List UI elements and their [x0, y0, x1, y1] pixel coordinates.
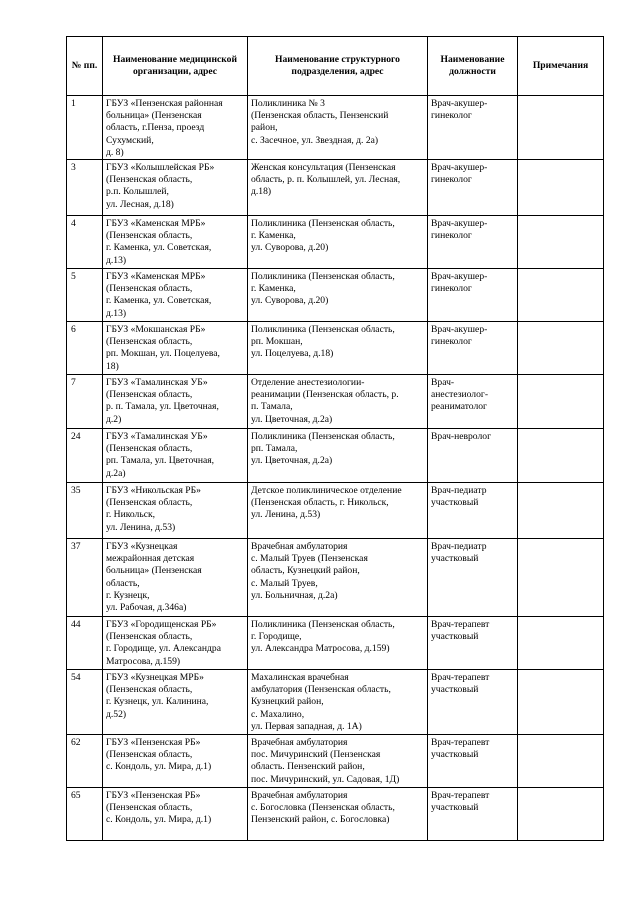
- unit-cell: [248, 269, 428, 322]
- unit-cell: [248, 96, 428, 160]
- unit-cell-line: Отделение анестезиологии-: [251, 377, 365, 389]
- table-row: [67, 322, 604, 375]
- notes-cell: [518, 429, 604, 483]
- position-cell: [428, 483, 518, 539]
- organization-cell-line: ГБУЗ «Колышлейская РБ»: [106, 162, 215, 174]
- table-row: [67, 483, 604, 539]
- unit-cell-line: Поликлиника № 3: [251, 98, 325, 109]
- organization-cell-line: р.п. Колышлей,: [106, 186, 169, 198]
- notes-cell: [518, 96, 604, 160]
- row-number: 1: [67, 96, 103, 160]
- table-row: [67, 670, 604, 735]
- organization-cell-line: ГБУЗ «Никольская РБ»: [106, 485, 201, 497]
- unit-cell-line: Врачебная амбулатория: [251, 737, 348, 749]
- notes-cell: [518, 216, 604, 269]
- organization-cell: [103, 670, 248, 735]
- organization-cell-line: г. Каменка, ул. Советская,: [106, 295, 212, 307]
- position-cell-line: участковый: [431, 631, 479, 643]
- position-cell: [428, 735, 518, 788]
- unit-cell: [248, 375, 428, 429]
- unit-cell-line: амбулатория (Пензенская область,: [251, 684, 391, 696]
- position-cell-line: Врач-: [431, 377, 455, 389]
- organization-cell-line: д.13): [106, 254, 127, 266]
- organization-cell-line: ГБУЗ «Мокшанская РБ»: [106, 324, 206, 336]
- unit-cell-line: ул. Суворова, д.20): [251, 295, 329, 307]
- notes-cell: [518, 539, 604, 617]
- organization-cell: [103, 539, 248, 617]
- organization-cell-line: область,: [106, 577, 140, 589]
- header-notes: Примечания: [518, 37, 604, 96]
- organization-cell-line: (Пензенская область,: [106, 631, 193, 643]
- row-number: 54: [67, 670, 103, 735]
- unit-cell-line: пос. Мичуринский (Пензенская: [251, 749, 381, 761]
- organization-cell-line: г. Городище, ул. Александра: [106, 643, 221, 655]
- organization-cell-line: д.13): [106, 307, 127, 319]
- organization-cell-line: ГБУЗ «Пензенская РБ»: [106, 790, 201, 802]
- unit-cell-line: Кузнецкий район,: [251, 696, 324, 708]
- unit-cell-line: с. Богословка (Пензенская область,: [251, 802, 395, 814]
- organization-cell: [103, 429, 248, 483]
- organization-cell-line: больница» (Пензенская: [106, 110, 202, 122]
- organization-cell-line: г. Кузнецк, ул. Калинина,: [106, 696, 209, 708]
- notes-cell: [518, 322, 604, 375]
- table-row: [67, 735, 604, 788]
- organization-cell-line: (Пензенская область,: [106, 684, 193, 696]
- position-cell-line: участковый: [431, 802, 479, 814]
- organization-cell: [103, 735, 248, 788]
- organization-cell-line: (Пензенская область,: [106, 336, 193, 348]
- notes-cell: [518, 788, 604, 841]
- position-cell-line: гинеколог: [431, 174, 472, 186]
- row-number: 4: [67, 216, 103, 269]
- table-header-row: [67, 37, 604, 96]
- notes-cell: [518, 160, 604, 216]
- position-cell-line: анестезиолог-: [431, 389, 489, 401]
- organization-cell-line: (Пензенская область,: [106, 283, 193, 295]
- organization-cell-line: (Пензенская область,: [106, 497, 193, 509]
- row-number: 24: [67, 429, 103, 483]
- unit-cell: [248, 539, 428, 617]
- unit-cell: [248, 483, 428, 539]
- organization-cell-line: область, г.Пенза, проезд: [106, 122, 205, 134]
- organization-cell: [103, 483, 248, 539]
- position-cell-line: реаниматолог: [431, 401, 487, 413]
- notes-cell: [518, 269, 604, 322]
- organization-cell-line: ГБУЗ «Кузнецкая МРБ»: [106, 672, 204, 684]
- organization-cell-line: Матросова, д.159): [106, 655, 181, 667]
- unit-cell-line: Детское поликлиническое отделение: [251, 485, 402, 497]
- unit-cell: [248, 160, 428, 216]
- document-page: [66, 36, 604, 841]
- organization-cell: [103, 788, 248, 841]
- position-cell: [428, 539, 518, 617]
- organization-cell-line: д.2): [106, 413, 122, 425]
- position-cell-line: участковый: [431, 497, 479, 509]
- position-cell-line: Врач-акушер-: [431, 324, 488, 336]
- unit-cell-line: с. Засечное, ул. Звездная, д. 2а): [251, 134, 379, 146]
- unit-cell-line: с. Малый Труев,: [251, 577, 318, 589]
- unit-cell: [248, 216, 428, 269]
- organization-cell-line: ГБУЗ «Тамалинская УБ»: [106, 377, 208, 389]
- unit-cell-line: с. Малый Труев (Пензенская: [251, 553, 368, 565]
- organization-cell-line: ГБУЗ «Пензенская РБ»: [106, 737, 201, 749]
- unit-cell-line: Поликлиника (Пензенская область,: [251, 431, 395, 443]
- position-cell: [428, 788, 518, 841]
- organization-cell-line: (Пензенская область,: [106, 749, 193, 761]
- organization-cell-line: ГБУЗ «Городищенская РБ»: [106, 619, 217, 631]
- table-row: [67, 160, 604, 216]
- unit-cell-line: Пензенский район, с. Богословка): [251, 814, 390, 826]
- organization-cell: [103, 216, 248, 269]
- position-cell-line: участковый: [431, 684, 479, 696]
- unit-cell-line: ул. Цветочная, д.2а): [251, 455, 333, 467]
- unit-cell-line: ул. Поцелуева, д.18): [251, 348, 334, 360]
- position-cell: [428, 160, 518, 216]
- header-organization: Наименование медицинской организации, адрес: [103, 37, 248, 96]
- organization-cell-line: ул. Ленина, д.53): [106, 521, 176, 533]
- position-cell: [428, 322, 518, 375]
- unit-cell: [248, 788, 428, 841]
- unit-cell-line: ул. Ленина, д.53): [251, 509, 321, 521]
- unit-cell-line: ул. Александра Матросова, д.159): [251, 643, 390, 655]
- organization-cell-line: Сухумский,: [106, 134, 154, 146]
- position-cell: [428, 96, 518, 160]
- unit-cell-line: ул. Цветочная, д.2а): [251, 413, 333, 425]
- organization-cell-line: ГБУЗ «Каменская МРБ»: [106, 271, 206, 283]
- organization-cell: [103, 322, 248, 375]
- row-number: 6: [67, 322, 103, 375]
- position-cell-line: участковый: [431, 553, 479, 565]
- position-cell-line: Врач-акушер-: [431, 98, 488, 109]
- organization-cell-line: ГБУЗ «Тамалинская УБ»: [106, 431, 208, 443]
- unit-cell-line: п. Тамала,: [251, 401, 293, 413]
- header-number: № пп.: [67, 37, 103, 96]
- position-cell-line: Врач-невролог: [431, 431, 491, 443]
- unit-cell-line: Поликлиника (Пензенская область,: [251, 619, 395, 631]
- unit-cell: [248, 429, 428, 483]
- unit-cell-line: область. Пензенский район,: [251, 761, 365, 773]
- organization-cell: [103, 269, 248, 322]
- unit-cell-line: ул. Первая западная, д. 1А): [251, 720, 362, 732]
- position-cell: [428, 216, 518, 269]
- row-number: 65: [67, 788, 103, 841]
- organization-cell-line: (Пензенская область,: [106, 230, 193, 242]
- header-position: Наименование должности: [428, 37, 518, 96]
- unit-cell-line: область, р. п. Колышлей, ул. Лесная,: [251, 174, 401, 186]
- organization-cell-line: д. 8): [106, 146, 124, 158]
- organization-cell-line: рп. Мокшан, ул. Поцелуева,: [106, 348, 220, 360]
- unit-cell-line: Поликлиника (Пензенская область,: [251, 271, 395, 283]
- unit-cell-line: рп. Тамала,: [251, 443, 298, 455]
- position-cell-line: Врач-педиатр: [431, 485, 487, 497]
- unit-cell-line: г. Каменка,: [251, 283, 296, 295]
- unit-cell-line: Махалинская врачебная: [251, 672, 349, 684]
- organization-cell-line: (Пензенская область,: [106, 174, 193, 186]
- notes-cell: [518, 375, 604, 429]
- row-number: 5: [67, 269, 103, 322]
- unit-cell-line: с. Махалино,: [251, 708, 305, 720]
- row-number: 3: [67, 160, 103, 216]
- organization-cell: [103, 617, 248, 670]
- organization-cell-line: с. Кондоль, ул. Мира, д.1): [106, 814, 212, 826]
- position-cell: [428, 269, 518, 322]
- notes-cell: [518, 483, 604, 539]
- position-cell: [428, 429, 518, 483]
- organization-cell-line: ГБУЗ «Кузнецкая: [106, 541, 178, 553]
- table-row: [67, 96, 604, 160]
- unit-cell-line: Женская консультация (Пензенская: [251, 162, 396, 174]
- table-row: [67, 617, 604, 670]
- unit-cell-line: рп. Мокшан,: [251, 336, 303, 348]
- organization-cell-line: г. Кузнецк,: [106, 589, 150, 601]
- position-cell-line: Врач-акушер-: [431, 162, 488, 174]
- position-cell-line: Врач-терапевт: [431, 790, 490, 802]
- organization-cell-line: больница» (Пензенская: [106, 565, 202, 577]
- row-number: 44: [67, 617, 103, 670]
- unit-cell-line: реанимации (Пензенская область, р.: [251, 389, 399, 401]
- row-number: 7: [67, 375, 103, 429]
- unit-cell: [248, 617, 428, 670]
- table-row: [67, 375, 604, 429]
- table-row: [67, 216, 604, 269]
- organization-cell-line: ГБУЗ «Каменская МРБ»: [106, 218, 206, 230]
- unit-cell-line: г. Городище,: [251, 631, 302, 643]
- unit-cell-line: район,: [251, 122, 278, 134]
- organization-cell-line: ул. Лесная, д.18): [106, 198, 174, 210]
- organization-cell-line: 18): [106, 360, 119, 372]
- unit-cell: [248, 670, 428, 735]
- table-row: [67, 269, 604, 322]
- unit-cell-line: ул. Больничная, д.2а): [251, 589, 338, 601]
- table-row: [67, 429, 604, 483]
- organization-cell-line: р. п. Тамала, ул. Цветочная,: [106, 401, 219, 413]
- unit-cell: [248, 735, 428, 788]
- unit-cell-line: (Пензенская область, Пензенский: [251, 110, 389, 122]
- row-number: 62: [67, 735, 103, 788]
- position-cell-line: Врач-терапевт: [431, 737, 490, 749]
- row-number: 35: [67, 483, 103, 539]
- position-cell-line: Врач-педиатр: [431, 541, 487, 553]
- position-cell-line: Врач-акушер-: [431, 271, 488, 283]
- organization-cell-line: с. Кондоль, ул. Мира, д.1): [106, 761, 212, 773]
- table-row: [67, 539, 604, 617]
- organization-cell-line: д.52): [106, 708, 127, 720]
- position-cell-line: гинеколог: [431, 110, 472, 122]
- table-row: [67, 788, 604, 841]
- organization-cell: [103, 160, 248, 216]
- organization-cell-line: г. Каменка, ул. Советская,: [106, 242, 212, 254]
- organization-cell-line: ГБУЗ «Пензенская районная: [106, 98, 223, 109]
- organization-cell-line: рп. Тамала, ул. Цветочная,: [106, 455, 215, 467]
- organization-cell-line: (Пензенская область,: [106, 443, 193, 455]
- organization-cell-line: ул. Рабочая, д.346а): [106, 602, 187, 614]
- organization-cell-line: д.2а): [106, 467, 126, 479]
- position-cell-line: участковый: [431, 749, 479, 761]
- organization-cell-line: межрайонная детская: [106, 553, 195, 565]
- unit-cell-line: Поликлиника (Пензенская область,: [251, 324, 395, 336]
- unit-cell-line: пос. Мичуринский, ул. Садовая, 1Д): [251, 773, 400, 785]
- notes-cell: [518, 735, 604, 788]
- notes-cell: [518, 617, 604, 670]
- unit-cell-line: область, Кузнецкий район,: [251, 565, 360, 577]
- unit-cell-line: Врачебная амбулатория: [251, 541, 348, 553]
- unit-cell-line: Поликлиника (Пензенская область,: [251, 218, 395, 230]
- position-cell: [428, 670, 518, 735]
- header-unit: Наименование структурного подразделения, адрес: [248, 37, 428, 96]
- position-cell-line: Врач-терапевт: [431, 619, 490, 631]
- unit-cell-line: ул. Суворова, д.20): [251, 242, 329, 254]
- position-cell: [428, 617, 518, 670]
- organization-cell: [103, 96, 248, 160]
- position-cell: [428, 375, 518, 429]
- organization-cell-line: (Пензенская область,: [106, 389, 193, 401]
- position-cell-line: гинеколог: [431, 283, 472, 295]
- unit-cell-line: Врачебная амбулатория: [251, 790, 348, 802]
- organization-cell-line: (Пензенская область,: [106, 802, 193, 814]
- unit-cell-line: (Пензенская область, г. Никольск,: [251, 497, 389, 509]
- notes-cell: [518, 670, 604, 735]
- position-cell-line: гинеколог: [431, 336, 472, 348]
- organization-cell: [103, 375, 248, 429]
- unit-cell-line: г. Каменка,: [251, 230, 296, 242]
- position-cell-line: гинеколог: [431, 230, 472, 242]
- unit-cell: [248, 322, 428, 375]
- position-cell-line: Врач-терапевт: [431, 672, 490, 684]
- vacancy-table: [66, 36, 604, 841]
- unit-cell-line: д.18): [251, 186, 272, 198]
- position-cell-line: Врач-акушер-: [431, 218, 488, 230]
- row-number: 37: [67, 539, 103, 617]
- organization-cell-line: г. Никольск,: [106, 509, 156, 521]
